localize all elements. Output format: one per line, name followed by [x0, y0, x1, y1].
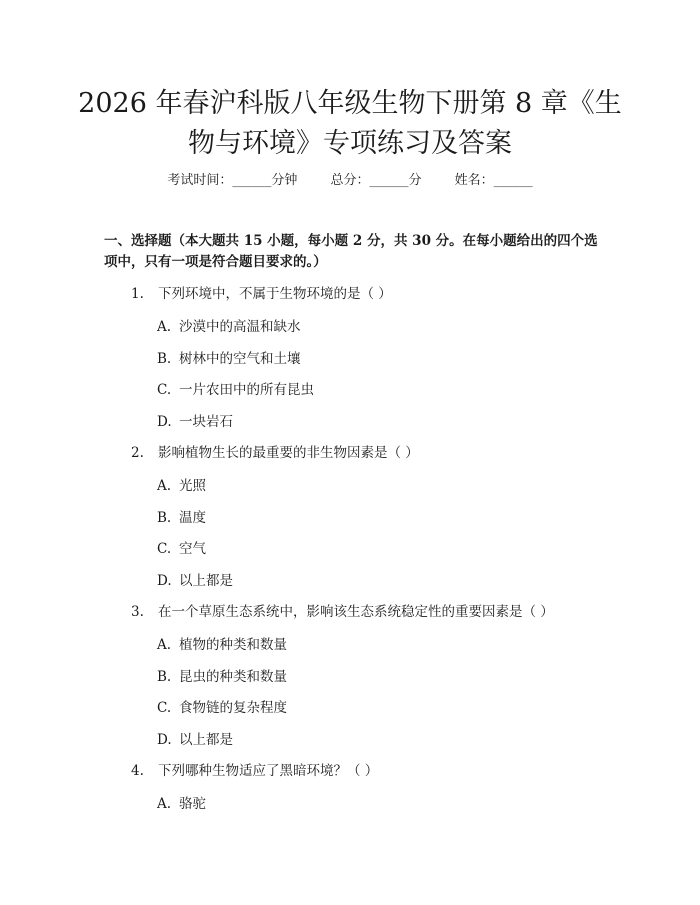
question-number: 1. [131, 286, 144, 302]
option-2b: B. 温度 [157, 510, 206, 526]
exam-name: 姓名：______ [454, 173, 533, 188]
question-2 [131, 441, 419, 461]
exam-meta [0, 169, 700, 188]
option-4a: A. 骆驼 [157, 796, 206, 812]
option-1a: A. 沙漠中的高温和缺水 [157, 319, 301, 335]
option-3c: C. 食物链的复杂程度 [157, 700, 287, 716]
question-number: 4. [131, 763, 144, 779]
exam-score: 总分：______分 [330, 173, 422, 188]
exam-time: 考试时间：______分钟 [167, 173, 298, 188]
option-3b: B. 昆虫的种类和数量 [157, 669, 287, 685]
document-title [70, 84, 630, 164]
section-heading: 一、选择题（本大题共 15 小题，每小题 2 分，共 30 分。在每小题给出的四个选项中，只有一项是符合题目要求的。） [104, 233, 598, 270]
question-4 [131, 759, 378, 779]
question-1 [131, 282, 392, 302]
option-1d: D. 一块岩石 [157, 414, 233, 430]
option-1c: C. 一片农田中的所有昆虫 [157, 382, 314, 398]
question-number: 3. [131, 604, 144, 620]
question-text: 在一个草原生态系统中，影响该生态系统稳定性的重要因素是（ ） [158, 604, 554, 620]
option-2d: D. 以上都是 [157, 573, 233, 589]
question-3 [131, 600, 554, 620]
option-3d: D. 以上都是 [157, 732, 233, 748]
option-2c: C. 空气 [157, 541, 206, 557]
question-number: 2. [131, 445, 144, 461]
option-3a: A. 植物的种类和数量 [157, 637, 287, 653]
title-line-2: 物与环境》专项练习及答案 [188, 128, 512, 159]
option-1b: B. 树林中的空气和土壤 [157, 351, 301, 367]
question-text: 下列环境中，不属于生物环境的是（ ） [158, 286, 392, 302]
question-text: 下列哪种生物适应了黑暗环境？（ ） [158, 763, 379, 779]
title-line-1: 2026 年春沪科版八年级生物下册第 8 章《生 [78, 88, 622, 119]
question-text: 影响植物生长的最重要的非生物因素是（ ） [158, 445, 419, 461]
option-2a: A. 光照 [157, 478, 206, 494]
